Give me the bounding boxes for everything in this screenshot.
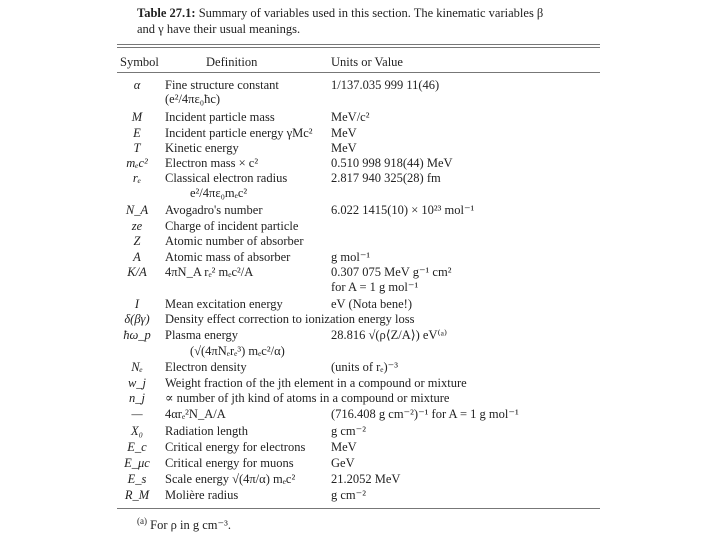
table-row	[112, 455, 355, 471]
row-symbol: E	[133, 126, 141, 140]
row-value: 0.510 998 918(44) MeV	[331, 156, 453, 170]
row-value: 2.817 940 325(28) fm	[331, 171, 441, 185]
row-definition: Electron mass × c²	[165, 156, 259, 170]
row-value: GeV	[331, 456, 355, 470]
row-definition: 4πN_A rₑ² mₑc²/A	[165, 265, 254, 279]
table-row	[112, 279, 418, 295]
row-value: 6.022 1415(10) × 10²³ mol⁻¹	[331, 203, 475, 217]
row-definition: Critical energy for muons	[165, 456, 294, 470]
top-rule	[117, 44, 600, 45]
row-symbol: rₑ	[132, 171, 142, 185]
row-value: MeV	[331, 141, 357, 155]
table-row	[112, 487, 366, 503]
table-row	[112, 296, 412, 312]
row-definition: Incident particle mass	[165, 110, 275, 124]
row-definition: Weight fraction of the jth element in a compound or mixture	[165, 376, 467, 390]
table-row	[112, 311, 420, 327]
table-row	[112, 202, 474, 218]
row-definition: Critical energy for electrons	[165, 440, 306, 454]
row-value: for A = 1 g mol⁻¹	[331, 280, 419, 294]
row-value: (716.408 g cm⁻²)⁻¹ for A = 1 g mol⁻¹	[331, 407, 519, 421]
caption-line-1: Summary of variables used in this section. The kinematic variables β	[198, 6, 544, 20]
row-definition: Atomic number of absorber	[165, 234, 304, 248]
table-row	[112, 91, 331, 107]
row-value: 0.307 075 MeV g⁻¹ cm²	[331, 265, 452, 279]
table-row	[112, 109, 369, 125]
row-definition: Kinetic energy	[165, 141, 239, 155]
row-symbol: M	[131, 110, 143, 124]
table-row	[112, 439, 357, 455]
row-definition: ∝ number of jth kind of atoms in a compound or mixture	[165, 391, 450, 405]
row-symbol	[112, 279, 162, 295]
row-value: eV (Nota bene!)	[331, 297, 412, 311]
row-definition: Atomic mass of absorber	[165, 250, 291, 264]
row-symbol	[112, 185, 162, 201]
table-row	[112, 375, 473, 391]
header-units: Units or Value	[331, 55, 403, 69]
row-value: 28.816 √(ρ⟨Z/A⟩) eV⁽ᵃ⁾	[331, 328, 448, 342]
row-value: g mol⁻¹	[331, 250, 371, 264]
row-symbol: I	[134, 297, 140, 311]
row-definition: 4αrₑ²N_A/A	[165, 407, 226, 421]
header-symbol: Symbol	[120, 55, 159, 69]
row-symbol: Nₑ	[131, 360, 143, 374]
table-row	[112, 233, 331, 249]
row-symbol: N_A	[125, 203, 149, 217]
table-row	[112, 343, 331, 359]
row-definition: Fine structure constant	[165, 78, 279, 92]
row-definition: Incident particle energy γMc²	[165, 126, 313, 140]
row-symbol: α	[133, 78, 141, 92]
row-definition: Scale energy √(4π/α) mₑc²	[165, 472, 296, 486]
table-row	[112, 155, 453, 171]
row-value: (units of rₑ)⁻³	[331, 360, 399, 374]
row-definition: Molière radius	[165, 488, 239, 502]
row-symbol: K/A	[127, 265, 147, 279]
row-definition: Mean excitation energy	[165, 297, 283, 311]
row-symbol: X₀	[131, 424, 143, 438]
row-definition: (√(4πNₑrₑ³) mₑc²/α)	[190, 344, 285, 358]
row-symbol: w_j	[127, 376, 147, 390]
row-symbol: mₑc²	[126, 156, 148, 170]
table-row	[112, 125, 357, 141]
row-symbol: Z	[133, 234, 141, 248]
row-symbol: R_M	[124, 488, 150, 502]
row-definition: (e²/4πε₀ħc)	[165, 92, 221, 106]
table-row	[112, 390, 455, 406]
table-row	[112, 423, 366, 439]
table-caption	[137, 6, 543, 21]
row-value: 1/137.035 999 11(46)	[331, 78, 440, 92]
row-definition: e²/4πε₀mₑc²	[190, 186, 248, 200]
row-value: 21.2052 MeV	[331, 472, 401, 486]
footnote-text: For ρ in g cm⁻³.	[150, 518, 231, 533]
row-symbol	[112, 91, 162, 107]
row-symbol: ħω_p	[123, 328, 151, 342]
row-definition: Classical electron radius	[165, 171, 288, 185]
table-row	[112, 406, 519, 422]
row-value: MeV/c²	[331, 110, 370, 124]
footnote-mark: (a)	[137, 516, 147, 526]
row-symbol: —	[131, 407, 143, 421]
caption-line-2: and γ have their usual meanings.	[137, 22, 301, 36]
table-row	[112, 218, 331, 234]
header-definition: Definition	[206, 55, 258, 69]
row-symbol: T	[133, 141, 141, 155]
table-row	[112, 170, 441, 186]
row-value: MeV	[331, 126, 357, 140]
table-row	[112, 471, 400, 487]
table-row	[112, 327, 447, 343]
row-definition: Plasma energy	[165, 328, 239, 342]
row-definition: Avogadro's number	[165, 203, 263, 217]
row-symbol: n_j	[129, 391, 145, 405]
row-symbol: ze	[131, 219, 143, 233]
row-symbol: E_μc	[124, 456, 150, 470]
row-symbol: δ(βγ)	[124, 312, 150, 326]
table-row	[112, 264, 451, 280]
table-row	[112, 140, 357, 156]
row-symbol: E_c	[127, 440, 147, 454]
footnote	[137, 516, 231, 533]
row-symbol	[112, 343, 162, 359]
row-definition: Charge of incident particle	[165, 219, 299, 233]
row-definition	[165, 279, 331, 295]
row-definition: Electron density	[165, 360, 247, 374]
row-value: MeV	[331, 440, 357, 454]
top-rule-2	[117, 47, 600, 48]
row-definition: Density effect correction to ionization energy loss	[165, 312, 415, 326]
table-row	[112, 359, 398, 375]
row-symbol: A	[133, 250, 141, 264]
table-label: Table 27.1:	[137, 6, 196, 20]
row-value: g cm⁻²	[331, 488, 366, 502]
table-row	[112, 185, 331, 201]
row-definition: Radiation length	[165, 424, 248, 438]
header-rule	[117, 72, 600, 73]
table-header	[0, 54, 720, 70]
row-symbol: E_s	[127, 472, 147, 486]
table-row	[112, 249, 370, 265]
row-value: g cm⁻²	[331, 424, 366, 438]
bottom-rule	[117, 508, 600, 509]
